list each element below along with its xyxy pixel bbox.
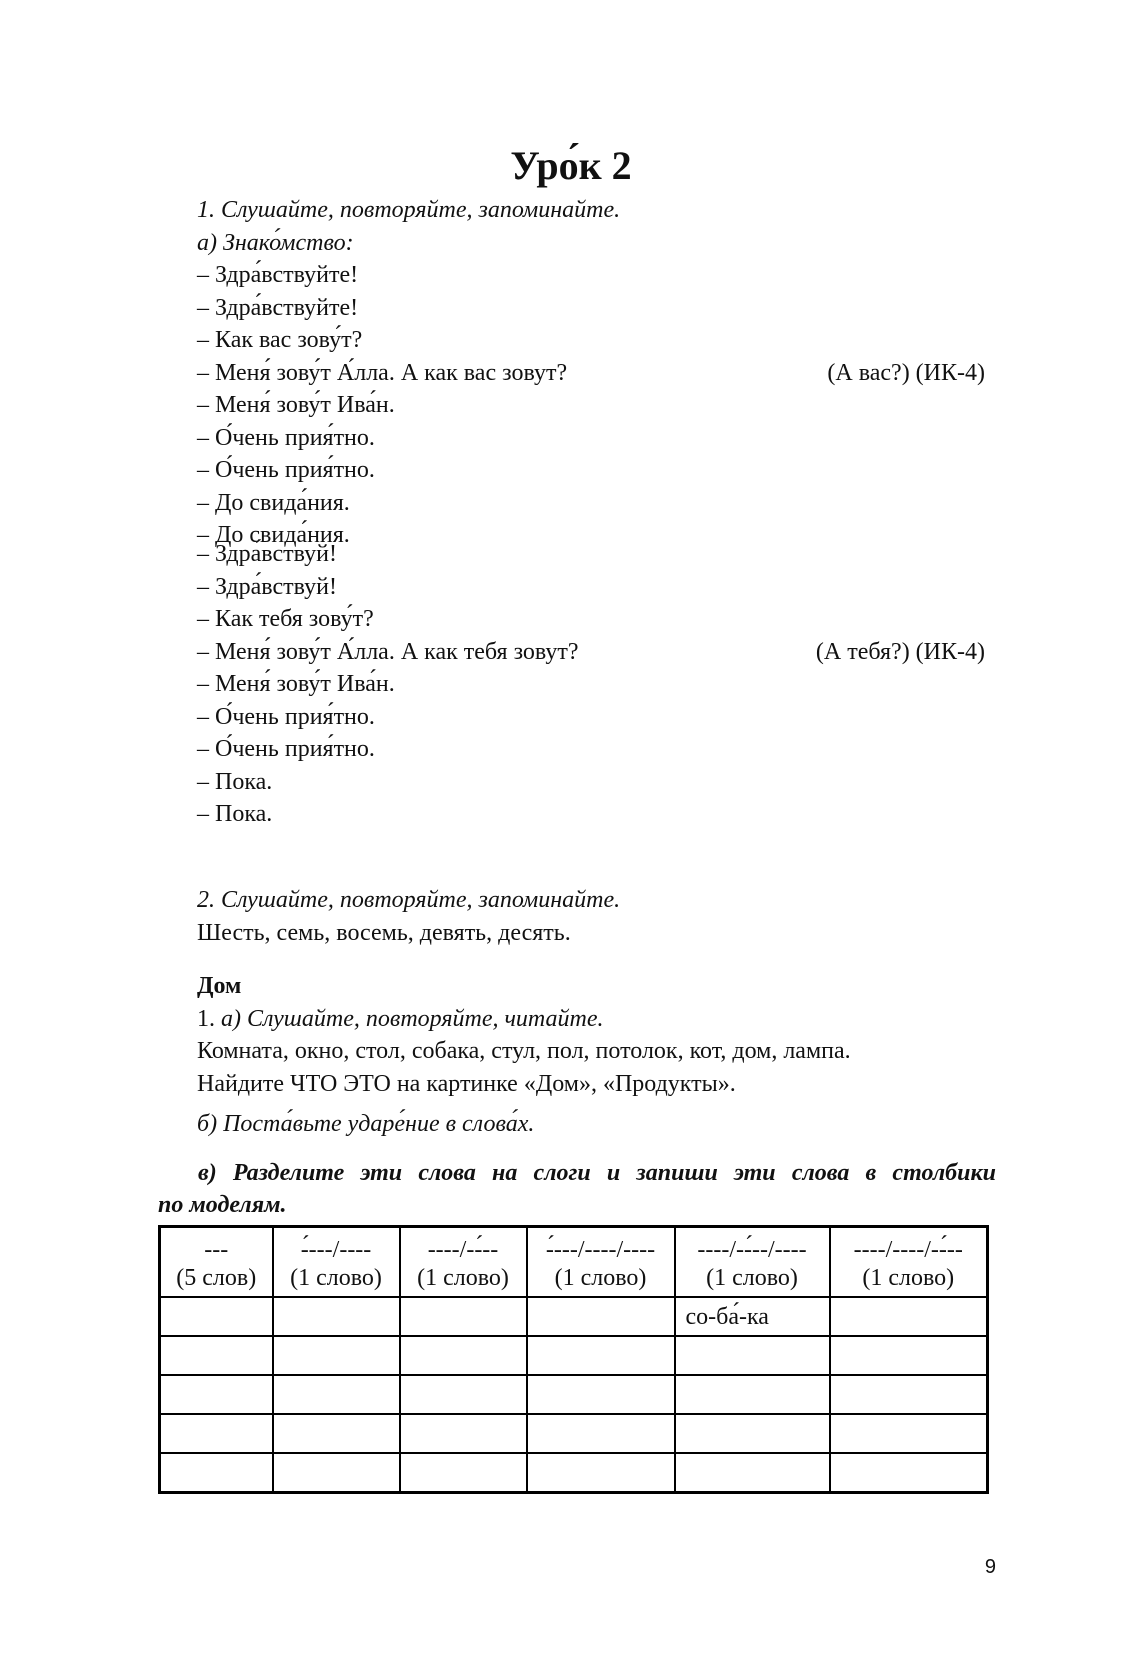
task-c — [158, 1157, 996, 1221]
table-cell[interactable] — [830, 1414, 988, 1453]
dialogue-line: – До свида́ния. — [197, 489, 350, 516]
table-header-cell — [527, 1227, 675, 1298]
syllable-table — [158, 1225, 989, 1494]
table-cell[interactable] — [830, 1336, 988, 1375]
table-cell[interactable] — [675, 1375, 830, 1414]
dialogue-line: – О́чень прия́тно. — [197, 457, 375, 483]
count-label: (5 слов) — [176, 1265, 257, 1291]
dialogue-line: – О́чень прия́тно. — [197, 703, 375, 730]
table-cell[interactable] — [400, 1375, 527, 1414]
table-cell[interactable] — [160, 1375, 273, 1414]
task-number: 1. — [197, 1005, 215, 1032]
table-cell[interactable] — [160, 1336, 273, 1375]
intonation-note: (А тебя?) (ИК-4) — [815, 638, 985, 665]
count-label: (1 слово) — [417, 1265, 509, 1291]
table-cell[interactable] — [527, 1336, 675, 1375]
dialogue-line: – Как вас зову́т? — [197, 327, 363, 353]
model-label: ----/--́-- — [427, 1237, 499, 1263]
dialogue-line: – Здра́вствуйте! — [197, 262, 359, 288]
dialogue-line: – Здра́вствуйте! — [197, 294, 359, 321]
page-number: 9 — [984, 1556, 996, 1578]
dialogue-line-text: – Меня́ зову́т А́лла. А как вас зовут? — [197, 359, 568, 386]
section-1-subheading: а) Знако́мство: — [197, 229, 354, 256]
table-cell[interactable] — [400, 1336, 527, 1375]
find-line: Найдите ЧТО ЭТО на картинке «Дом», «Продукты». — [197, 1070, 736, 1097]
table-cell[interactable] — [527, 1297, 675, 1336]
table-cell[interactable] — [160, 1414, 273, 1453]
task-b: б) Поста́вьте ударе́ние в слова́х. — [197, 1111, 535, 1137]
table-cell[interactable] — [527, 1453, 675, 1493]
table-cell[interactable] — [830, 1453, 988, 1493]
dom-heading: Дом — [197, 973, 242, 999]
task-a-line — [197, 1003, 997, 1036]
dialogue-line: – О́чень прия́тно. — [197, 424, 375, 451]
dialogue-informal — [197, 538, 997, 831]
table-row — [160, 1336, 988, 1375]
count-label: (1 слово) — [706, 1265, 798, 1291]
table-row — [160, 1297, 988, 1336]
task-a: а) Слушайте, повторяйте, читайте. — [221, 1005, 604, 1032]
dialogue-line: – Меня́ зову́т Ива́н. — [197, 392, 395, 418]
model-label: ----/----/--́-- — [853, 1237, 963, 1263]
dialogue-line — [197, 357, 997, 390]
table-cell[interactable] — [527, 1414, 675, 1453]
table-header-cell — [273, 1227, 400, 1298]
dialogue-line: – Здра́вствуй! — [197, 541, 337, 567]
table-cell[interactable] — [675, 1453, 830, 1493]
dialogue-line: – Пока. — [197, 801, 273, 827]
table-cell[interactable] — [527, 1375, 675, 1414]
table-cell[interactable] — [273, 1297, 400, 1336]
count-label: (1 слово) — [862, 1265, 955, 1291]
model-label: --- — [204, 1237, 229, 1263]
words-line: Комната, окно, стол, собака, стул, пол, потолок, кот, дом, лампа. — [197, 1038, 851, 1064]
count-label: (1 слово) — [554, 1265, 647, 1291]
dom-section — [197, 970, 997, 1141]
dialogue-line: – Как тебя зову́т? — [197, 606, 374, 632]
section-1 — [197, 194, 997, 552]
table-cell[interactable] — [273, 1375, 400, 1414]
table-cell[interactable] — [830, 1297, 988, 1336]
table-header-row — [160, 1227, 988, 1298]
dialogue-line: – Пока. — [197, 768, 273, 795]
table-cell[interactable] — [675, 1414, 830, 1453]
table-cell[interactable] — [400, 1453, 527, 1493]
table-header-cell — [400, 1227, 527, 1298]
dialogue-line — [197, 636, 997, 669]
model-label: -́---/----/---- — [545, 1237, 656, 1263]
model-label: -́---/---- — [300, 1237, 372, 1263]
table-cell[interactable] — [273, 1414, 400, 1453]
table-cell[interactable] — [160, 1297, 273, 1336]
dialogue-line: – О́чень прия́тно. — [197, 736, 375, 762]
section-1-heading: 1. Слушайте, повторяйте, запоминайте. — [197, 197, 621, 223]
model-label: ----/--́--/---- — [697, 1237, 807, 1263]
table-cell[interactable] — [675, 1336, 830, 1375]
table-cell[interactable] — [273, 1453, 400, 1493]
table-row — [160, 1375, 988, 1414]
table-cell[interactable] — [400, 1414, 527, 1453]
numbers-line: Шесть, семь, восемь, девять, десять. — [197, 919, 571, 946]
table-cell[interactable] — [400, 1297, 527, 1336]
task-c-line-1: в) Разделите эти слова на слоги и запиши эти слова в столбики — [198, 1160, 996, 1186]
table-header-cell — [830, 1227, 988, 1298]
example-cell[interactable]: со-ба́-ка — [675, 1297, 830, 1336]
task-c-line-2: по моделям. — [158, 1192, 287, 1218]
section-2 — [197, 884, 997, 949]
intonation-note: (А вас?) (ИК-4) — [827, 359, 985, 386]
table-row — [160, 1414, 988, 1453]
table-cell[interactable] — [160, 1453, 273, 1493]
dialogue-line-text: – Меня́ зову́т А́лла. А как тебя зовут? — [197, 638, 579, 665]
dialogue-line: – Здра́вствуй! — [197, 573, 337, 600]
dialogue-formal — [197, 259, 997, 552]
section-2-heading: 2. Слушайте, повторяйте, запоминайте. — [197, 887, 621, 913]
table-row — [160, 1453, 988, 1493]
count-label: (1 слово) — [290, 1265, 382, 1291]
table-header-cell — [160, 1227, 273, 1298]
table-cell[interactable] — [830, 1375, 988, 1414]
table-header-cell — [675, 1227, 830, 1298]
dialogue-line: – До свида́ния. — [197, 522, 350, 548]
lesson-title: Уро́к 2 — [510, 143, 632, 188]
table-cell[interactable] — [273, 1336, 400, 1375]
dialogue-line: – Меня́ зову́т Ива́н. — [197, 671, 395, 697]
